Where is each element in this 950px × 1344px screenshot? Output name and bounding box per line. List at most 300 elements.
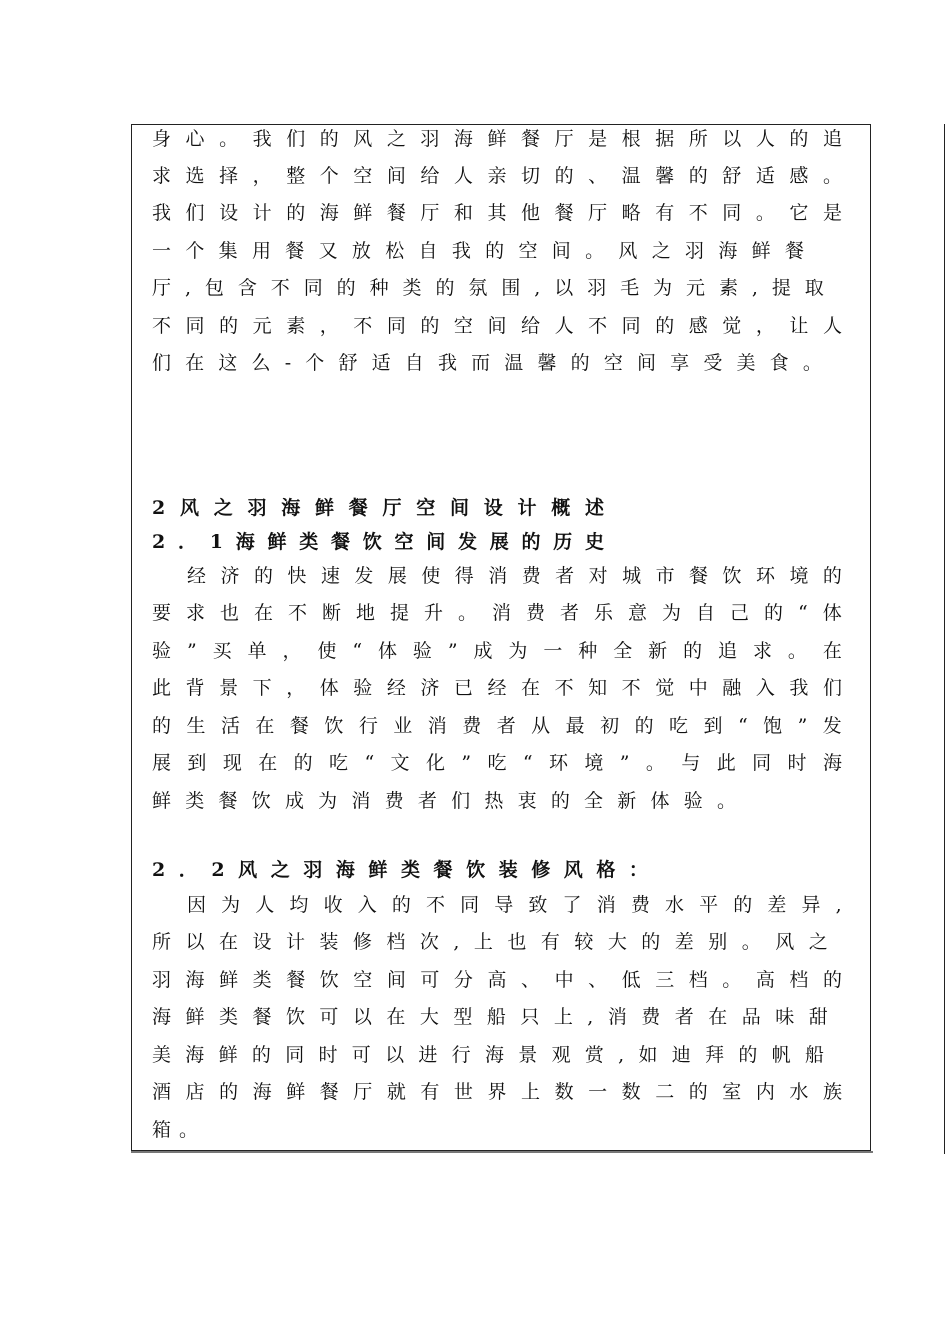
glyph: 风 (563, 859, 583, 881)
glyph: 素 (286, 315, 306, 337)
glyph: 装 (319, 931, 339, 953)
glyph: 元 (252, 315, 272, 337)
glyph: 的 (219, 315, 239, 337)
glyph: ” (447, 640, 458, 662)
glyph: 在 (708, 1006, 728, 1028)
glyph: 的 (219, 1081, 239, 1103)
glyph: 上 (553, 1006, 573, 1028)
glyph: 有 (540, 931, 560, 953)
glyph: 高 (487, 969, 507, 991)
glyph: 馨 (537, 352, 557, 374)
glyph: 最 (565, 715, 585, 737)
glyph: 就 (386, 1081, 406, 1103)
glyph: 计 (252, 202, 272, 224)
glyph: 现 (222, 752, 242, 774)
glyph: 鲜 (487, 128, 507, 150)
glyph: 们 (185, 202, 205, 224)
glyph: 们 (152, 352, 172, 374)
glyph: 。 (802, 352, 822, 374)
glyph: 的 (554, 165, 574, 187)
glyph: 者 (555, 565, 575, 587)
glyph: 饮 (285, 1006, 305, 1028)
glyph: 新 (617, 790, 637, 812)
glyph: 鲜 (751, 240, 771, 262)
glyph: 饮 (466, 859, 486, 881)
glyph: 计 (517, 497, 537, 519)
glyph: 格 (596, 859, 616, 881)
glyph: 享 (670, 352, 690, 374)
right-margin-rule (944, 124, 945, 1154)
glyph: 有 (420, 1081, 440, 1103)
glyph: 上 (521, 1081, 541, 1103)
glyph: 餐 (386, 202, 406, 224)
glyph: 集 (218, 240, 238, 262)
glyph: 升 (424, 602, 444, 624)
glyph: 概 (551, 497, 571, 519)
glyph: 体 (822, 602, 842, 624)
glyph: 修 (352, 931, 372, 953)
glyph: 中 (554, 969, 574, 991)
text-line (152, 348, 822, 378)
glyph: 收 (323, 894, 343, 916)
glyph: 不 (270, 277, 290, 299)
glyph: 风 (238, 859, 258, 881)
glyph: 分 (453, 969, 473, 991)
glyph: 热 (484, 790, 504, 812)
glyph: 设 (219, 202, 239, 224)
glyph: 餐 (330, 531, 350, 553)
glyph: 觉 (722, 315, 742, 337)
glyph: 求 (152, 165, 172, 187)
glyph: 乐 (594, 602, 614, 624)
glyph: 鲜 (152, 790, 172, 812)
glyph: 的 (789, 128, 809, 150)
glyph: 整 (286, 165, 306, 187)
glyph: 间 (386, 165, 406, 187)
glyph: 人 (755, 128, 775, 150)
glyph: ． (178, 859, 198, 881)
glyph: 济 (420, 677, 440, 699)
glyph: 一 (152, 240, 172, 262)
glyph: 观 (551, 1044, 571, 1066)
glyph: 我 (152, 202, 172, 224)
glyph: 是 (822, 202, 842, 224)
subsection-heading (152, 527, 604, 557)
glyph: 羽 (247, 497, 267, 519)
glyph: 较 (574, 931, 594, 953)
glyph: 受 (703, 352, 723, 374)
glyph: 己 (730, 602, 750, 624)
glyph: 体 (377, 640, 397, 662)
glyph: 同 (386, 315, 406, 337)
glyph: 境 (789, 565, 809, 587)
glyph: 。 (219, 128, 239, 150)
glyph: 在 (521, 677, 541, 699)
glyph: 济 (220, 565, 240, 587)
glyph: 的 (683, 640, 703, 662)
glyph: 温 (621, 165, 641, 187)
glyph: 在 (258, 752, 278, 774)
glyph: 2 (152, 531, 166, 553)
glyph: 选 (185, 165, 205, 187)
glyph: 2 (152, 497, 166, 519)
glyph: 在 (822, 640, 842, 662)
glyph: 低 (621, 969, 641, 991)
glyph: 不 (621, 677, 641, 699)
glyph: 成 (284, 790, 304, 812)
glyph: 消 (596, 894, 616, 916)
glyph: 导 (494, 894, 514, 916)
glyph: 的 (655, 315, 675, 337)
glyph: 以 (722, 128, 742, 150)
glyph: 在 (254, 602, 274, 624)
glyph: 别 (708, 931, 728, 953)
glyph: 箱 (152, 1119, 172, 1141)
glyph: 据 (655, 128, 675, 150)
glyph: 餐 (689, 565, 709, 587)
glyph: 计 (285, 931, 305, 953)
glyph: 间 (487, 315, 507, 337)
glyph: 的 (286, 202, 306, 224)
glyph: 大 (607, 931, 627, 953)
glyph: 为 (662, 602, 682, 624)
glyph: 此 (716, 752, 736, 774)
glyph: 的 (251, 1044, 271, 1066)
glyph: , (184, 277, 191, 299)
glyph: 适 (755, 165, 775, 187)
glyph: 的 (420, 315, 440, 337)
glyph: 消 (607, 1006, 627, 1028)
glyph: 鲜 (267, 531, 287, 553)
glyph: 景 (518, 1044, 538, 1066)
glyph: 进 (418, 1044, 438, 1066)
glyph: 数 (554, 1081, 574, 1103)
glyph: 城 (622, 565, 642, 587)
glyph: 不 (588, 315, 608, 337)
glyph: 以 (352, 1006, 372, 1028)
glyph: , (587, 1006, 594, 1028)
text-line (152, 273, 824, 303)
glyph: 使 (317, 640, 337, 662)
glyph: 饮 (722, 565, 742, 587)
glyph: 餐 (218, 790, 238, 812)
glyph: 者 (417, 790, 437, 812)
glyph: 取 (804, 277, 824, 299)
glyph: 平 (699, 894, 719, 916)
glyph: 羽 (152, 969, 172, 991)
glyph: 。 (645, 752, 665, 774)
glyph: 意 (628, 602, 648, 624)
glyph: ， (319, 315, 339, 337)
glyph: 我 (252, 128, 272, 150)
glyph: , (534, 277, 541, 299)
glyph: 适 (371, 352, 391, 374)
glyph: 包 (204, 277, 224, 299)
glyph: 。 (716, 790, 736, 812)
glyph: 展 (152, 752, 172, 774)
glyph: 海 (152, 1006, 172, 1028)
glyph: 文 (390, 752, 410, 774)
glyph: 羽 (587, 277, 607, 299)
glyph: 档 (386, 931, 406, 953)
glyph: 风 (618, 240, 638, 262)
glyph: ” (461, 752, 472, 774)
glyph: 人 (453, 165, 473, 187)
glyph: 鲜 (219, 969, 239, 991)
glyph: , (618, 1044, 625, 1066)
glyph: 之 (651, 240, 671, 262)
glyph: 餐 (285, 240, 305, 262)
glyph: 其 (487, 202, 507, 224)
glyph: 餐 (784, 240, 804, 262)
glyph: 。 (787, 640, 807, 662)
glyph: 而 (471, 352, 491, 374)
glyph: 饮 (324, 715, 344, 737)
glyph: ， (282, 640, 302, 662)
glyph: 上 (473, 931, 493, 953)
glyph: ， (252, 165, 272, 187)
glyph: 背 (185, 677, 205, 699)
glyph: 让 (789, 315, 809, 337)
glyph: 体 (319, 677, 339, 699)
glyph: 装 (498, 859, 518, 881)
glyph: 同 (303, 277, 323, 299)
glyph: ” (797, 715, 808, 737)
glyph: 经 (187, 565, 207, 587)
glyph: 鲜 (218, 1044, 238, 1066)
glyph: 在 (255, 715, 275, 737)
glyph: 风 (775, 931, 795, 953)
glyph: 略 (621, 202, 641, 224)
glyph: 的 (738, 1044, 758, 1066)
glyph: 速 (320, 565, 340, 587)
glyph: 餐 (433, 859, 453, 881)
glyph: 店 (185, 1081, 205, 1103)
glyph: ” (186, 640, 197, 662)
glyph: 同 (722, 202, 742, 224)
glyph: 海 (185, 969, 205, 991)
glyph: 厅 (382, 497, 402, 519)
glyph: 海 (185, 1044, 205, 1066)
glyph: 鲜 (185, 1006, 205, 1028)
glyph: 甜 (808, 1006, 828, 1028)
glyph: 人 (822, 315, 842, 337)
glyph: 中 (688, 677, 708, 699)
glyph: 为 (508, 640, 528, 662)
glyph: 行 (358, 715, 378, 737)
glyph: 消 (351, 790, 371, 812)
glyph: 者 (496, 715, 516, 737)
text-line (152, 1115, 198, 1145)
glyph: 们 (451, 790, 471, 812)
glyph: 厅 (554, 128, 574, 150)
glyph: 新 (648, 640, 668, 662)
glyph: 为 (221, 894, 241, 916)
glyph: 之 (213, 497, 233, 519)
glyph: 的 (733, 894, 753, 916)
glyph: 差 (767, 894, 787, 916)
glyph: “ (737, 715, 748, 737)
glyph: 的 (550, 790, 570, 812)
glyph: 空 (518, 240, 538, 262)
glyph: 修 (531, 859, 551, 881)
text-line (152, 673, 842, 703)
glyph: 、 (588, 969, 608, 991)
glyph: 一 (588, 1081, 608, 1103)
glyph: 身 (152, 128, 172, 150)
glyph: 给 (420, 165, 440, 187)
glyph: 吃 (487, 752, 507, 774)
glyph: 三 (655, 969, 675, 991)
glyph: 不 (353, 315, 373, 337)
glyph: 船 (804, 1044, 824, 1066)
glyph: 以 (185, 931, 205, 953)
glyph: 毛 (620, 277, 640, 299)
glyph: 又 (318, 240, 338, 262)
glyph: 知 (588, 677, 608, 699)
glyph: ． (177, 531, 197, 553)
glyph: 展 (387, 565, 407, 587)
glyph: 买 (212, 640, 232, 662)
frame-bottom-rule (131, 1151, 873, 1153)
glyph: 类 (218, 1006, 238, 1028)
glyph: 史 (584, 531, 604, 553)
glyph: 验 (412, 640, 432, 662)
glyph: 厅 (353, 1081, 373, 1103)
glyph: 一 (543, 640, 563, 662)
glyph: 费 (630, 894, 650, 916)
glyph: 之 (270, 859, 290, 881)
glyph: 酒 (152, 1081, 172, 1103)
glyph: 追 (822, 128, 842, 150)
glyph: 餐 (252, 1006, 272, 1028)
glyph: 食 (769, 352, 789, 374)
glyph: 的 (336, 277, 356, 299)
glyph: “ (522, 752, 533, 774)
glyph: 类 (402, 277, 422, 299)
glyph: 以 (385, 1044, 405, 1066)
glyph: 发 (457, 531, 477, 553)
glyph: 舒 (338, 352, 358, 374)
glyph: 述 (584, 497, 604, 519)
glyph: 感 (789, 165, 809, 187)
glyph: 求 (752, 640, 772, 662)
glyph: 厅 (152, 277, 172, 299)
text-line (152, 965, 842, 995)
glyph: 同 (285, 1044, 305, 1066)
glyph: 与 (681, 752, 701, 774)
glyph: 的 (391, 894, 411, 916)
glyph: 海 (235, 531, 255, 553)
glyph: 元 (686, 277, 706, 299)
glyph: 含 (237, 277, 257, 299)
text-line (152, 1040, 824, 1070)
glyph: 可 (351, 1044, 371, 1066)
glyph: 地 (356, 602, 376, 624)
glyph: 海 (335, 859, 355, 881)
glyph: 海 (484, 1044, 504, 1066)
glyph: 展 (489, 531, 509, 553)
glyph: 类 (400, 859, 420, 881)
glyph: 在 (185, 352, 205, 374)
glyph: 间 (386, 969, 406, 991)
glyph: 餐 (319, 1081, 339, 1103)
glyph: 所 (152, 931, 172, 953)
glyph: 费 (526, 602, 546, 624)
glyph: 全 (613, 640, 633, 662)
glyph: 档 (688, 969, 708, 991)
glyph: 的 (822, 969, 842, 991)
glyph: 在 (386, 1006, 406, 1028)
glyph: 以 (554, 277, 574, 299)
glyph: 类 (185, 790, 205, 812)
glyph: 境 (584, 752, 604, 774)
glyph: 风 (353, 128, 373, 150)
glyph: 鲜 (368, 859, 388, 881)
glyph: 吃 (329, 752, 349, 774)
glyph: 初 (600, 715, 620, 737)
section-heading (152, 493, 604, 523)
text-line (152, 711, 842, 741)
glyph: 活 (220, 715, 240, 737)
glyph: 自 (696, 602, 716, 624)
text-line (152, 927, 828, 957)
glyph: 馨 (655, 165, 675, 187)
glyph: 我 (451, 240, 471, 262)
glyph: 均 (289, 894, 309, 916)
glyph: 他 (521, 202, 541, 224)
glyph: 人 (255, 894, 275, 916)
glyph: 者 (674, 1006, 694, 1028)
glyph: 海 (319, 202, 339, 224)
glyph: 餐 (289, 715, 309, 737)
glyph: 个 (305, 352, 325, 374)
glyph: 之 (808, 931, 828, 953)
glyph: 验 (152, 640, 172, 662)
glyph: 同 (460, 894, 480, 916)
glyph: 提 (390, 602, 410, 624)
glyph: , (453, 931, 460, 953)
glyph: 风 (179, 497, 199, 519)
glyph: 迪 (671, 1044, 691, 1066)
glyph: 求 (186, 602, 206, 624)
glyph: 行 (451, 1044, 471, 1066)
glyph: 有 (655, 202, 675, 224)
glyph: 这 (218, 352, 238, 374)
glyph: 帆 (771, 1044, 791, 1066)
glyph: 因 (187, 894, 207, 916)
glyph: 如 (638, 1044, 658, 1066)
glyph: 感 (688, 315, 708, 337)
glyph: 自 (418, 240, 438, 262)
glyph: 我 (437, 352, 457, 374)
glyph: 族 (822, 1081, 842, 1103)
glyph: 为 (318, 790, 338, 812)
text-line (152, 161, 842, 191)
glyph: - (284, 352, 292, 374)
glyph: 类 (299, 531, 319, 553)
glyph: 放 (351, 240, 371, 262)
glyph: 全 (584, 790, 604, 812)
glyph: 费 (384, 790, 404, 812)
glyph: 么 (251, 352, 271, 374)
glyph: 异 (801, 894, 821, 916)
glyph: 同 (185, 315, 205, 337)
glyph: 可 (319, 1006, 339, 1028)
glyph: 海 (252, 1081, 272, 1103)
glyph: 鲜 (314, 497, 334, 519)
glyph: 间 (449, 497, 469, 519)
